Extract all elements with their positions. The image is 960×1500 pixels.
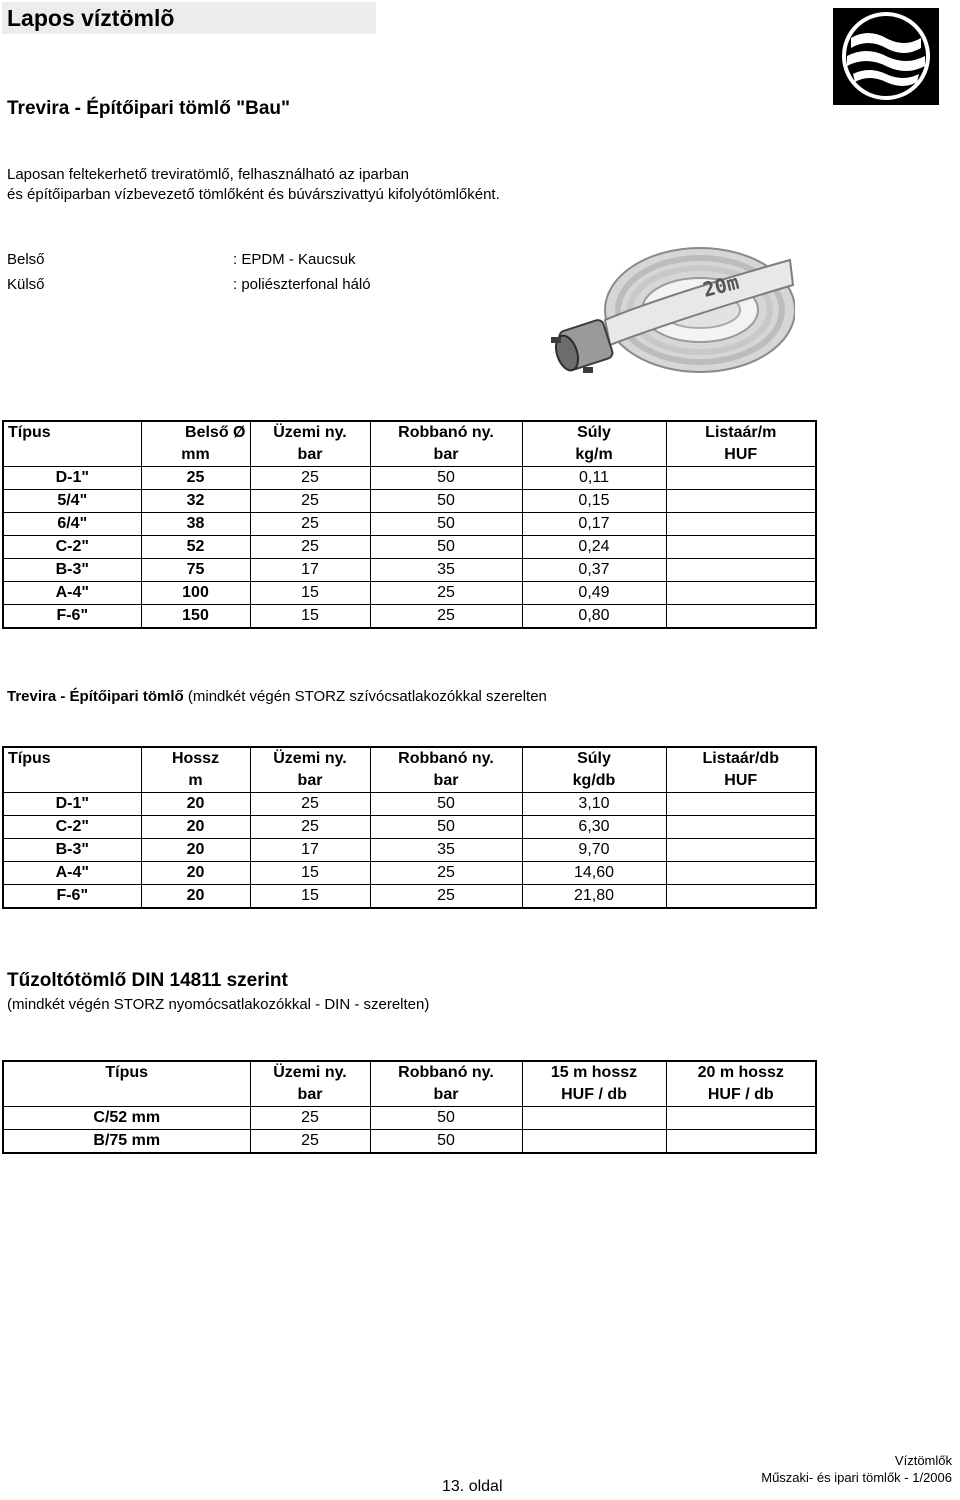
price-15m-cell bbox=[522, 1107, 666, 1130]
price-cell bbox=[666, 559, 816, 582]
table-row bbox=[3, 582, 816, 605]
diameter-cell: 52 bbox=[141, 536, 250, 559]
price-cell bbox=[666, 513, 816, 536]
weight-cell: 9,70 bbox=[522, 839, 666, 862]
diameter-cell: 150 bbox=[141, 605, 250, 629]
weight-cell: 21,80 bbox=[522, 885, 666, 909]
type-cell: D-1" bbox=[3, 793, 141, 816]
pressure-cell: 17 bbox=[250, 839, 370, 862]
weight-cell: 0,80 bbox=[522, 605, 666, 629]
footer-catalog: Műszaki- és ipari tömlők - 1/2006 bbox=[761, 1470, 952, 1485]
burst-cell: 25 bbox=[370, 582, 522, 605]
header-cell: Súly bbox=[522, 421, 666, 444]
spec-label-inner: Belső bbox=[7, 251, 45, 268]
spec-value-outer: : poliészterfonal háló bbox=[233, 276, 371, 293]
price-20m-cell bbox=[666, 1107, 816, 1130]
table3-tuzoltotomlo bbox=[2, 1060, 817, 1154]
weight-cell: 3,10 bbox=[522, 793, 666, 816]
type-cell: 6/4" bbox=[3, 513, 141, 536]
type-cell: 5/4" bbox=[3, 490, 141, 513]
hose-length-marking: 20m bbox=[700, 269, 742, 302]
burst-cell: 25 bbox=[370, 885, 522, 909]
unit-cell: mm bbox=[141, 444, 250, 467]
burst-cell: 50 bbox=[370, 490, 522, 513]
header-cell: Robbanó ny. bbox=[370, 1061, 522, 1084]
diameter-cell: 38 bbox=[141, 513, 250, 536]
pressure-cell: 25 bbox=[250, 816, 370, 839]
price-cell bbox=[666, 536, 816, 559]
burst-cell: 35 bbox=[370, 559, 522, 582]
burst-cell: 25 bbox=[370, 605, 522, 629]
price-15m-cell bbox=[522, 1130, 666, 1154]
spec-label-outer: Külső bbox=[7, 276, 45, 293]
burst-cell: 50 bbox=[370, 1130, 522, 1154]
unit-cell: bar bbox=[250, 1084, 370, 1107]
type-cell: C/52 mm bbox=[3, 1107, 250, 1130]
table-row bbox=[3, 816, 816, 839]
table-row bbox=[3, 862, 816, 885]
length-cell: 20 bbox=[141, 839, 250, 862]
header-cell: Listaár/db bbox=[666, 747, 816, 770]
unit-cell: HUF / db bbox=[666, 1084, 816, 1107]
diameter-cell: 75 bbox=[141, 559, 250, 582]
price-cell bbox=[666, 467, 816, 490]
unit-cell bbox=[3, 1084, 250, 1107]
header-cell: Típus bbox=[3, 1061, 250, 1084]
weight-cell: 14,60 bbox=[522, 862, 666, 885]
header-cell: Típus bbox=[3, 421, 141, 444]
section3-subtitle: (mindkét végén STORZ nyomócsatlakozókkal - DIN - szerelten) bbox=[7, 996, 430, 1013]
diameter-cell: 25 bbox=[141, 467, 250, 490]
water-waves-icon bbox=[833, 8, 939, 105]
burst-cell: 35 bbox=[370, 839, 522, 862]
burst-cell: 50 bbox=[370, 513, 522, 536]
footer-category: Víztömlők bbox=[894, 1453, 952, 1468]
section1-desc-line1: Laposan feltekerhető treviratömlő, felhasználható az iparban bbox=[7, 166, 409, 183]
table-row bbox=[3, 536, 816, 559]
weight-cell: 0,49 bbox=[522, 582, 666, 605]
page-title: Lapos víztömlõ bbox=[7, 5, 175, 31]
price-cell bbox=[666, 885, 816, 909]
header-cell: Üzemi ny. bbox=[250, 1061, 370, 1084]
pressure-cell: 25 bbox=[250, 490, 370, 513]
header-cell: Üzemi ny. bbox=[250, 747, 370, 770]
price-20m-cell bbox=[666, 1130, 816, 1154]
pressure-cell: 25 bbox=[250, 536, 370, 559]
section1-desc-line2: és építőiparban vízbevezető tömlőként és búvárszivattyú kifolyótömlőként. bbox=[7, 186, 500, 203]
weight-cell: 0,15 bbox=[522, 490, 666, 513]
table-row bbox=[3, 839, 816, 862]
diameter-cell: 100 bbox=[141, 582, 250, 605]
table1-belso bbox=[2, 420, 817, 629]
pressure-cell: 17 bbox=[250, 559, 370, 582]
unit-cell bbox=[3, 444, 141, 467]
header-cell: Súly bbox=[522, 747, 666, 770]
storz-coupling-icon bbox=[551, 319, 614, 374]
header-cell: Listaár/m bbox=[666, 421, 816, 444]
table-row bbox=[3, 490, 816, 513]
unit-cell bbox=[3, 770, 141, 793]
unit-cell: bar bbox=[250, 444, 370, 467]
unit-cell: HUF / db bbox=[522, 1084, 666, 1107]
table-row bbox=[3, 559, 816, 582]
table-row bbox=[3, 467, 816, 490]
pressure-cell: 15 bbox=[250, 862, 370, 885]
unit-cell: HUF bbox=[666, 770, 816, 793]
weight-cell: 0,24 bbox=[522, 536, 666, 559]
weight-cell: 0,11 bbox=[522, 467, 666, 490]
section1-title: Trevira - Építőipari tömlő "Bau" bbox=[7, 98, 291, 119]
pressure-cell: 15 bbox=[250, 582, 370, 605]
pressure-cell: 15 bbox=[250, 885, 370, 909]
type-cell: B/75 mm bbox=[3, 1130, 250, 1154]
pressure-cell: 15 bbox=[250, 605, 370, 629]
table-row bbox=[3, 793, 816, 816]
pressure-cell: 25 bbox=[250, 467, 370, 490]
unit-cell: bar bbox=[370, 1084, 522, 1107]
table-row bbox=[3, 513, 816, 536]
section2-title bbox=[7, 688, 547, 705]
section2-title-rest: (mindkét végén STORZ szívócsatlakozókkal szerelten bbox=[183, 688, 547, 705]
type-cell: B-3" bbox=[3, 559, 141, 582]
weight-cell: 0,37 bbox=[522, 559, 666, 582]
length-cell: 20 bbox=[141, 793, 250, 816]
pressure-cell: 25 bbox=[250, 1130, 370, 1154]
pressure-cell: 25 bbox=[250, 793, 370, 816]
header-cell: Hossz bbox=[141, 747, 250, 770]
price-cell bbox=[666, 839, 816, 862]
type-cell: C-2" bbox=[3, 536, 141, 559]
length-cell: 20 bbox=[141, 816, 250, 839]
unit-cell: HUF bbox=[666, 444, 816, 467]
unit-cell: m bbox=[141, 770, 250, 793]
type-cell: D-1" bbox=[3, 467, 141, 490]
company-logo bbox=[833, 8, 939, 105]
burst-cell: 50 bbox=[370, 1107, 522, 1130]
burst-cell: 50 bbox=[370, 467, 522, 490]
section2-title-bold: Trevira - Építőipari tömlő bbox=[7, 688, 184, 705]
price-cell bbox=[666, 582, 816, 605]
table-row bbox=[3, 885, 816, 909]
type-cell: C-2" bbox=[3, 816, 141, 839]
header-cell: Belső Ø bbox=[141, 421, 250, 444]
table-row bbox=[3, 605, 816, 629]
type-cell: F-6" bbox=[3, 605, 141, 629]
type-cell: B-3" bbox=[3, 839, 141, 862]
header-cell: Robbanó ny. bbox=[370, 421, 522, 444]
unit-cell: kg/db bbox=[522, 770, 666, 793]
unit-cell: kg/m bbox=[522, 444, 666, 467]
page-number: 13. oldal bbox=[442, 1478, 503, 1495]
spec-value-inner: : EPDM - Kaucsuk bbox=[233, 251, 356, 268]
unit-cell: bar bbox=[250, 770, 370, 793]
price-cell bbox=[666, 816, 816, 839]
length-cell: 20 bbox=[141, 862, 250, 885]
pressure-cell: 25 bbox=[250, 513, 370, 536]
weight-cell: 6,30 bbox=[522, 816, 666, 839]
price-cell bbox=[666, 490, 816, 513]
header-cell: 15 m hossz bbox=[522, 1061, 666, 1084]
weight-cell: 0,17 bbox=[522, 513, 666, 536]
header-cell: Üzemi ny. bbox=[250, 421, 370, 444]
table-row bbox=[3, 1107, 816, 1130]
unit-cell: bar bbox=[370, 444, 522, 467]
unit-cell: bar bbox=[370, 770, 522, 793]
price-cell bbox=[666, 793, 816, 816]
burst-cell: 50 bbox=[370, 816, 522, 839]
diameter-cell: 32 bbox=[141, 490, 250, 513]
header-cell: Típus bbox=[3, 747, 141, 770]
table-row bbox=[3, 1130, 816, 1154]
type-cell: A-4" bbox=[3, 582, 141, 605]
price-cell bbox=[666, 605, 816, 629]
burst-cell: 50 bbox=[370, 536, 522, 559]
length-cell: 20 bbox=[141, 885, 250, 909]
price-cell bbox=[666, 862, 816, 885]
burst-cell: 50 bbox=[370, 793, 522, 816]
section3-title: Tűzoltótömlő DIN 14811 szerint bbox=[7, 970, 288, 991]
header-cell: 20 m hossz bbox=[666, 1061, 816, 1084]
table2-szerelt bbox=[2, 746, 817, 909]
header-cell: Robbanó ny. bbox=[370, 747, 522, 770]
type-cell: A-4" bbox=[3, 862, 141, 885]
pressure-cell: 25 bbox=[250, 1107, 370, 1130]
hose-product-image bbox=[545, 225, 795, 385]
burst-cell: 25 bbox=[370, 862, 522, 885]
type-cell: F-6" bbox=[3, 885, 141, 909]
